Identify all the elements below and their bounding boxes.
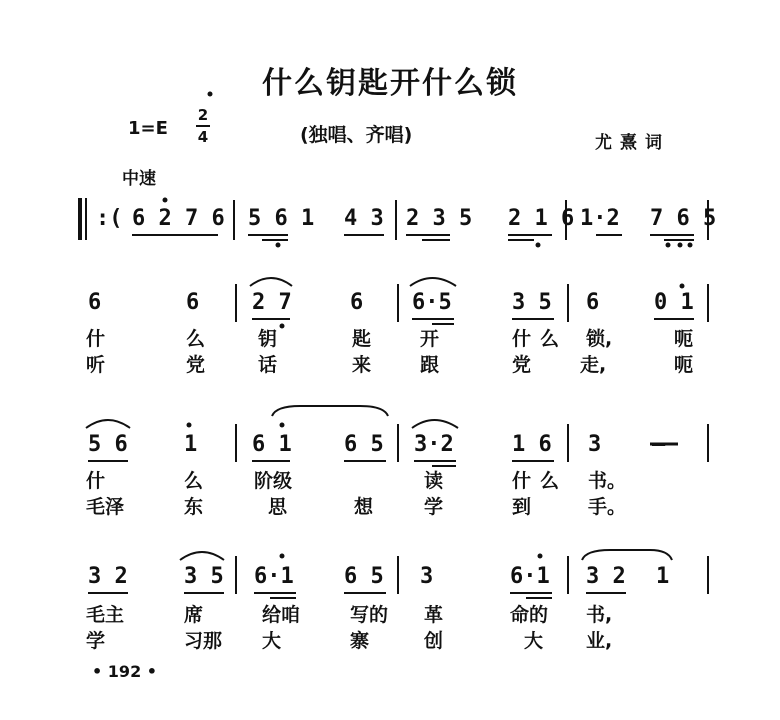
note-group: 6 5 (344, 432, 384, 457)
octave-dot (678, 243, 683, 248)
lyric: 写的 (350, 604, 389, 626)
note-group: 6 5 (344, 564, 384, 589)
note-group: 2 1 6 (508, 206, 575, 231)
lyric: 书。 (588, 470, 627, 492)
lyric: 什 (512, 328, 532, 350)
octave-dot (280, 324, 285, 329)
lyric: 读 (424, 470, 444, 492)
lyric: 革 (424, 604, 444, 626)
note-group: 6 (88, 290, 102, 315)
lyricist-credit: 尤熹词 (595, 133, 670, 153)
note-group: 3 (420, 564, 434, 589)
note-group: 2 7 (252, 290, 292, 315)
slur (582, 550, 672, 560)
time-signature-top: 2 (197, 106, 209, 124)
octave-dot (276, 243, 281, 248)
octave-dot (536, 243, 541, 248)
lyric: 什 (512, 470, 532, 492)
lyric: 走, (580, 354, 607, 376)
lyric: 么 (184, 470, 204, 492)
lyric: 大 (524, 630, 544, 652)
slur (272, 406, 388, 416)
lyric: 跟 (420, 354, 440, 376)
lyric: 阶级 (254, 470, 293, 492)
note-group: 5 6 1 (248, 206, 315, 231)
lyric: 什 (86, 470, 106, 492)
lyric: 席 (184, 604, 204, 626)
lyric: 么 (540, 470, 560, 492)
slur (410, 278, 456, 286)
note-group: 6 (586, 290, 600, 315)
lyric: 呃 (674, 354, 694, 376)
note-group: 6 1 (252, 432, 292, 457)
lyric: 么 (540, 328, 560, 350)
lyric: 党 (512, 354, 532, 376)
lyric: 党 (186, 354, 206, 376)
lyric: 想 (354, 496, 374, 518)
note-group: 1 (184, 432, 198, 457)
note-group: 3 5 (184, 564, 224, 589)
repeat-start: :( (96, 206, 123, 231)
octave-dot (680, 284, 685, 289)
lyric: 匙 (352, 328, 372, 350)
note-group: 3 (588, 432, 602, 457)
note-group: 6 (350, 290, 364, 315)
lyric: 毛泽 (86, 496, 125, 518)
octave-dot (187, 423, 192, 428)
lyric: 给咱 (262, 604, 301, 626)
lyric: 什 (86, 328, 106, 350)
lyric: 东 (184, 496, 204, 518)
lyric: 寨 (350, 630, 370, 652)
lyric: 创 (424, 630, 444, 652)
note-group: 3·2 (414, 432, 454, 457)
lyric: 手。 (588, 496, 627, 518)
lyric: 业, (586, 630, 613, 652)
note-group: 6·5 (412, 290, 452, 315)
note-group: — (652, 432, 666, 457)
lyric: 学 (424, 496, 444, 518)
note-group: 5 6 (88, 432, 128, 457)
lyric: 钥 (258, 328, 278, 350)
performance-note: (独唱、齐唱) (300, 124, 413, 146)
lyric: 习那 (184, 630, 223, 652)
slur (412, 420, 458, 428)
note-group: 1·2 (580, 206, 620, 231)
lyric: 思 (268, 496, 288, 518)
key-signature: 1=E (128, 118, 168, 139)
note-group: 6·1 (510, 564, 550, 589)
lyric: 书, (586, 604, 613, 626)
octave-dot (208, 92, 213, 97)
octave-dot (538, 554, 543, 559)
note-group: 3 2 (88, 564, 128, 589)
note-group: 1 (656, 564, 670, 589)
note-group: 3 5 (512, 290, 552, 315)
page-number: • 192 • (92, 662, 157, 681)
lyric: 学 (86, 630, 106, 652)
octave-dot (666, 243, 671, 248)
note-group: 6 2 7 6 (132, 206, 225, 231)
octave-dot (280, 423, 285, 428)
note-group: 6 (186, 290, 200, 315)
lyric: 命的 (510, 604, 549, 626)
lyric: 毛主 (86, 604, 125, 626)
lyric: 话 (258, 354, 278, 376)
lyric: 锁, (586, 328, 613, 350)
tempo-marking: 中速 (122, 169, 156, 189)
song-title: 什么钥匙开什么锁 (262, 66, 518, 101)
slur (180, 552, 224, 560)
lyric: 来 (352, 354, 372, 376)
slur (86, 420, 130, 428)
note-group: 6·1 (254, 564, 294, 589)
lyric: 大 (262, 630, 282, 652)
note-group: 0 1 (654, 290, 694, 315)
octave-dot (688, 243, 693, 248)
lyric: 呃 (674, 328, 694, 350)
lyric: 到 (512, 496, 532, 518)
time-signature-bottom: 4 (197, 128, 209, 146)
lyric: 么 (186, 328, 206, 350)
note-group: 4 3 (344, 206, 384, 231)
octave-dot (280, 554, 285, 559)
note-group: 1 6 (512, 432, 552, 457)
note-group: 7 6 5 (650, 206, 717, 231)
note-group: 3 2 (586, 564, 626, 589)
slur (250, 278, 292, 286)
lyric: 开 (420, 328, 440, 350)
octave-dot (163, 198, 168, 203)
lyric: 听 (86, 354, 106, 376)
note-group: 2 3 5 (406, 206, 473, 231)
